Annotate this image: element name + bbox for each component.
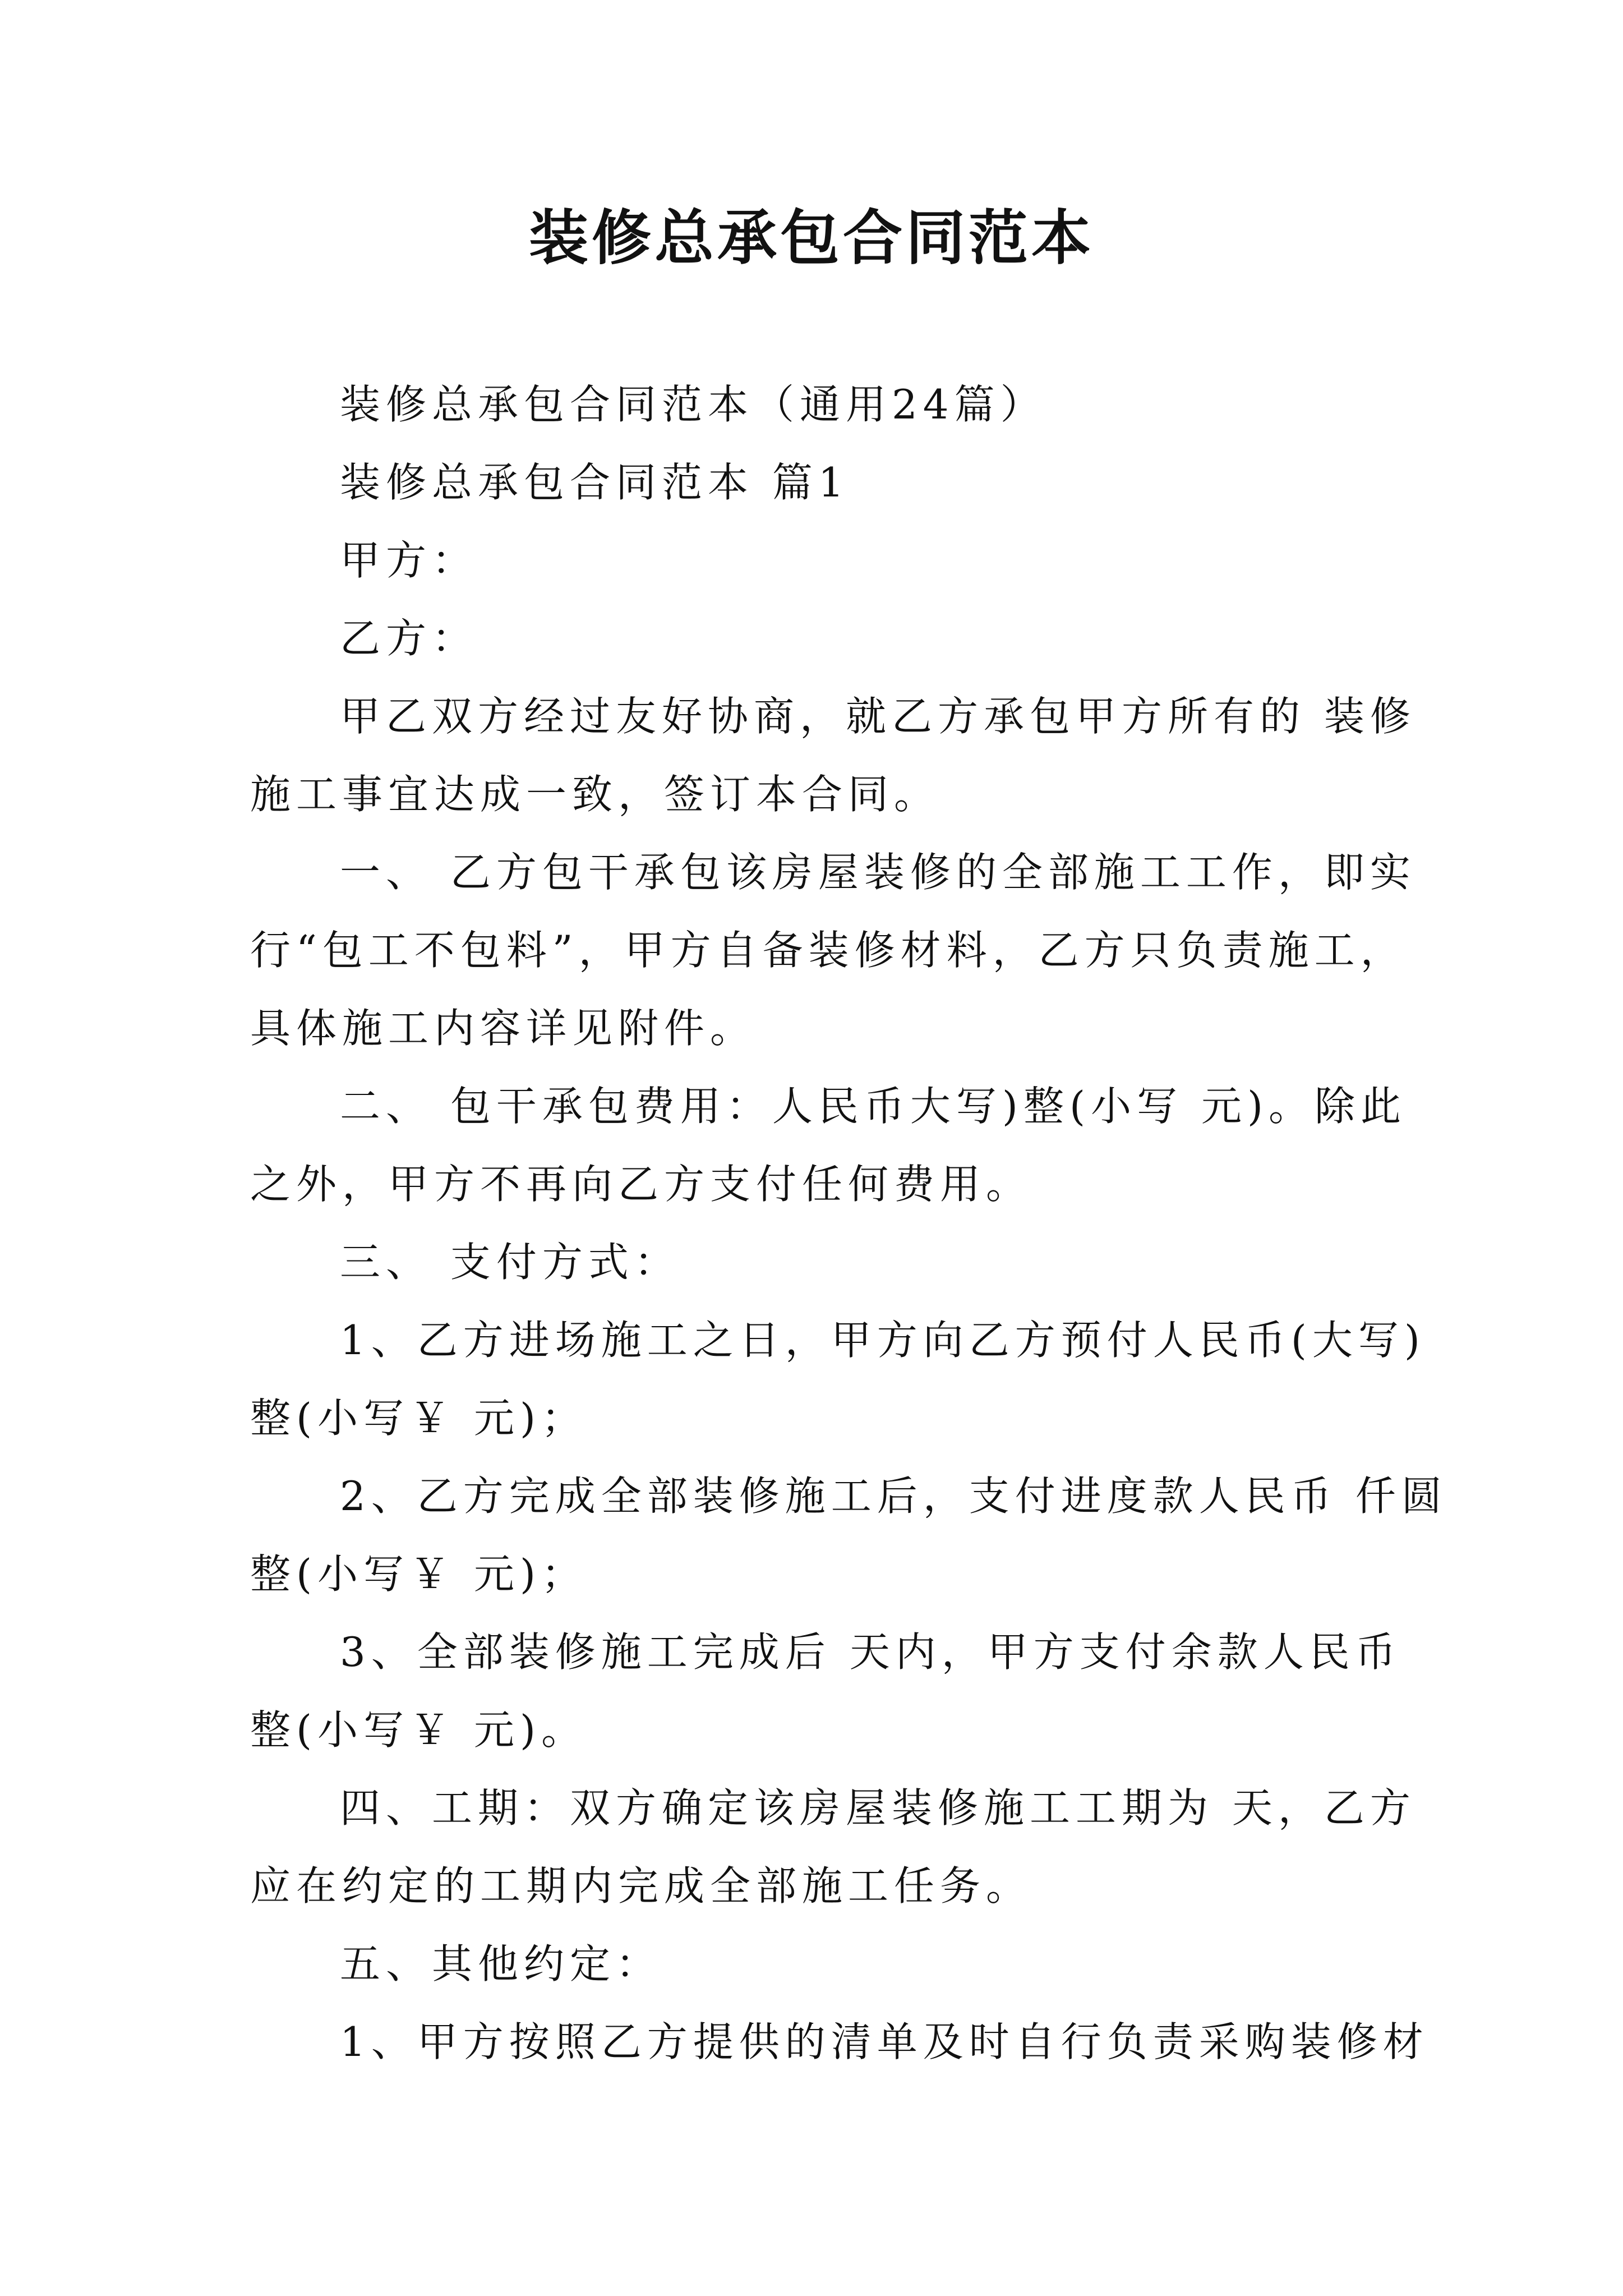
- line-preamble-1: 甲乙双方经过友好协商，就乙方承包甲方所有的 装修: [340, 693, 1416, 740]
- line-party-b: 乙方：: [340, 615, 478, 662]
- line-party-a: 甲方：: [340, 537, 478, 584]
- line-clause-1a: 一、 乙方包干承包该房屋装修的全部施工工作，即实: [340, 849, 1416, 896]
- line-payment-3a: 3、全部装修施工完成后 天内，甲方支付余款人民币: [340, 1628, 1401, 1676]
- line-clause-4a: 四、工期：双方确定该房屋装修施工工期为 天，乙方: [340, 1784, 1416, 1832]
- line-subtitle: 装修总承包合同范本（通用24篇）: [340, 381, 1046, 428]
- line-clause-4b: 应在约定的工期内完成全部施工任务。: [250, 1862, 1032, 1910]
- document-title: 装修总承包合同范本: [529, 204, 1094, 273]
- line-payment-3b: 整(小写￥ 元)。: [250, 1706, 588, 1754]
- line-clause-5: 五、其他约定：: [340, 1940, 662, 1987]
- line-clause-2a: 二、 包干承包费用：人民币大写)整(小写 元)。除此: [340, 1083, 1407, 1130]
- line-payment-2b: 整(小写￥ 元)；: [250, 1550, 588, 1598]
- line-payment-2a: 2、乙方完成全部装修施工后，支付进度款人民币 仟圆: [340, 1473, 1447, 1520]
- line-payment-1a: 1、乙方进场施工之日，甲方向乙方预付人民币(大写): [340, 1317, 1426, 1364]
- line-clause-2b: 之外，甲方不再向乙方支付任何费用。: [250, 1161, 1032, 1208]
- line-clause-1b: 行“包工不包料”，甲方自备装修材料，乙方只负责施工，: [250, 927, 1407, 974]
- line-clause-3: 三、 支付方式：: [340, 1239, 680, 1286]
- line-section-title: 装修总承包合同范本 篇1: [340, 459, 850, 506]
- line-preamble-2: 施工事宜达成一致，签订本合同。: [250, 771, 940, 818]
- line-other-1: 1、甲方按照乙方提供的清单及时自行负责采购装修材: [340, 2018, 1429, 2065]
- line-payment-1b: 整(小写￥ 元)；: [250, 1395, 588, 1442]
- line-clause-1c: 具体施工内容详见附件。: [250, 1005, 757, 1052]
